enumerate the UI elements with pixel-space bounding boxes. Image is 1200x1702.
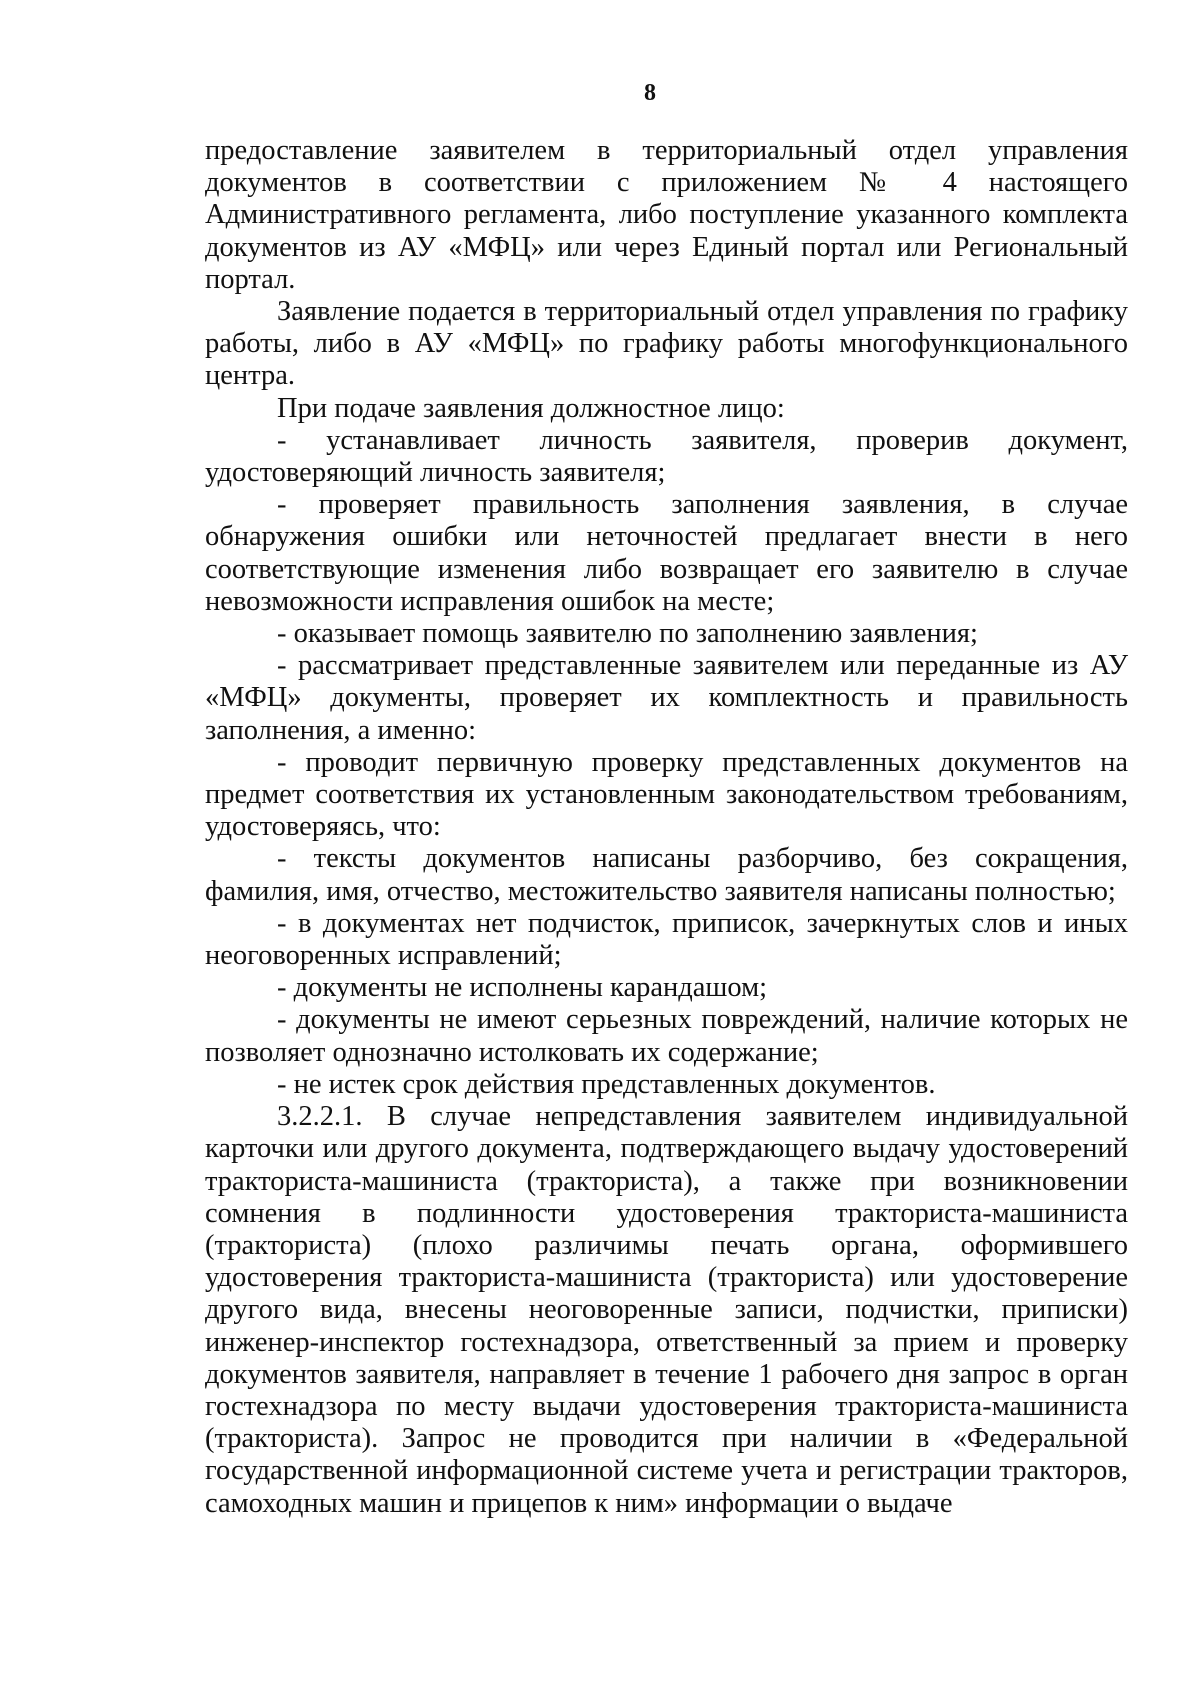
paragraph-2: Заявление подается в территориальный отдел управления по графику работы, либо в АУ «МФЦ» по графику работы многофункционального центра.: [205, 296, 1128, 392]
section-3-2-2-1: 3.2.2.1. В случае непредставления заявителем индивидуальной карточки или другого документа, подтверждающего выдачу удостоверений тракториста-машиниста (тракториста), а также при возникновении сомнения в подлинности удостоверения тракториста-машиниста (тракториста) (плохо различимы печать органа, оформившего удостоверения тракториста-машиниста (тракториста) или удостоверение другого вида, внесены неоговоренные записи, подчистки, приписки) инженер-инспектор гостехнадзора, ответственный за прием и проверку документов заявителя, направляет в течение 1 рабочего дня запрос в орган гостехнадзора по месту выдачи удостоверения тракториста-машиниста (тракториста). Запрос не проводится при наличии в «Федеральной государственной информационной системе учета и регистрации тракторов, самоходных машин и прицепов к ним» информации о выдаче: [205, 1101, 1128, 1519]
list-item-7: - в документах нет подчисток, приписок, зачеркнутых слов и иных неоговоренных исправлений;: [205, 907, 1128, 972]
list-item-9: - документы не имеют серьезных повреждений, наличие которых не позволяет однозначно истолковать их содержание;: [205, 1004, 1128, 1068]
list-item-1: - устанавливает личность заявителя, проверив документ, удостоверяющий личность заявителя;: [205, 424, 1128, 489]
list-item-4: - рассматривает представленные заявителем или переданные из АУ «МФЦ» документы, проверяет их комплектность и правильность заполнения, а именно:: [205, 650, 1128, 746]
list-item-10: - не истек срок действия представленных документов.: [277, 1068, 936, 1100]
list-item-3: - оказывает помощь заявителю по заполнению заявления;: [277, 618, 978, 650]
paragraph-1: предоставление заявителем в территориальный отдел управления документов в соответствии с приложением № 4 настоящего Административного регламента, либо поступление указанного комплекта документов из АУ «МФЦ» или через Единый портал или Региональный портал.: [205, 135, 1128, 295]
paragraph-3: При подаче заявления должностное лицо:: [277, 392, 785, 424]
list-item-2: - проверяет правильность заполнения заявления, в случае обнаружения ошибки или неточностей предлагает внести в него соответствующие изменения либо возвращает его заявителю в случае невозможности исправления ошибок на месте;: [205, 489, 1128, 617]
list-item-5: - проводит первичную проверку представленных документов на предмет соответствия их установленным законодательством требованиям, удостоверяясь, что:: [205, 746, 1128, 843]
document-body: [205, 135, 1128, 1520]
list-item-6: - тексты документов написаны разборчиво, без сокращения, фамилия, имя, отчество, местожительство заявителя написаны полностью;: [205, 843, 1128, 907]
list-item-8: - документы не исполнены карандашом;: [277, 972, 768, 1004]
page-number: 8: [644, 80, 656, 106]
